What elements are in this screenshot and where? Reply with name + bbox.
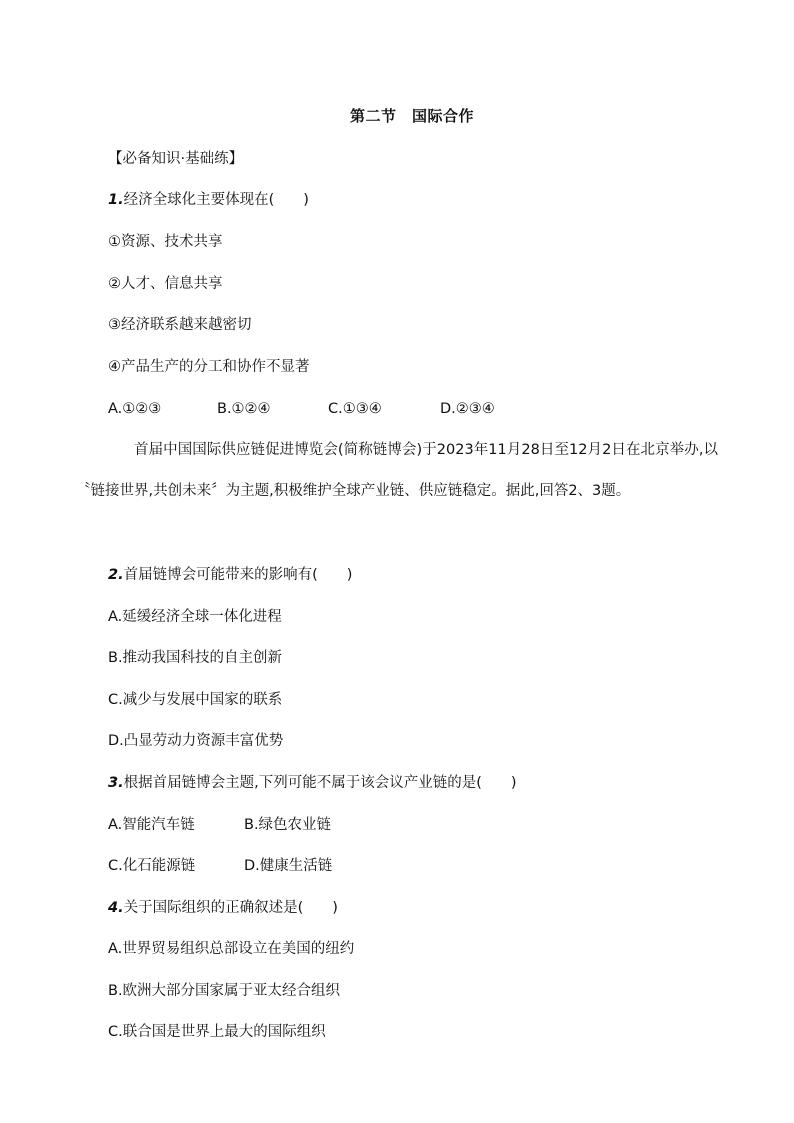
question-2-option-c: C.减少与发展中国家的联系 — [108, 692, 283, 708]
question-4-option-b: B.欧洲大部分国家属于亚太经合组织 — [108, 983, 341, 999]
question-4-option-a: A.世界贸易组织总部设立在美国的纽约 — [108, 941, 355, 957]
page-title: 第二节 国际合作 — [349, 107, 474, 125]
question-2-option-b: B.推动我国科技的自主创新 — [108, 650, 283, 666]
question-number: 2. — [108, 567, 124, 583]
passage-text: 首届中国国际供应链促进博览会(简称链博会)于2023年11月28日至12月2日在北京举办,以〝链接世界,共创未来〞为主题,积极维护全球产业链、供应链稳定。据此,回答2、3题。 — [76, 442, 718, 499]
question-3-stem — [108, 773, 517, 793]
question-1-stem — [108, 190, 309, 210]
question-2-stem — [108, 565, 352, 585]
question-text: 关于国际组织的正确叙述是( ) — [123, 900, 338, 916]
option-b: B.①②④ — [217, 401, 271, 417]
question-text: 首届链博会可能带来的影响有( ) — [123, 567, 353, 583]
question-1-item-1: ①资源、技术共享 — [108, 234, 223, 250]
question-number: 1. — [108, 192, 124, 208]
option-c: C.化石能源链 — [108, 858, 196, 874]
section-label: 【必备知识·基础练】 — [108, 151, 244, 167]
question-4-option-c: C.联合国是世界上最大的国际组织 — [108, 1024, 326, 1040]
option-d: D.②③④ — [440, 401, 495, 417]
option-c: C.①③④ — [328, 401, 382, 417]
question-1-item-3: ③经济联系越来越密切 — [108, 317, 252, 333]
reading-passage — [76, 430, 718, 512]
question-4-stem — [108, 898, 338, 918]
question-1-item-4: ④产品生产的分工和协作不显著 — [108, 359, 310, 375]
question-text: 根据首届链博会主题,下列可能不属于该会议产业链的是( ) — [123, 775, 517, 791]
question-2-option-a: A.延缓经济全球一体化进程 — [108, 609, 282, 625]
option-b: B.绿色农业链 — [244, 817, 332, 833]
question-number: 3. — [108, 775, 124, 791]
question-number: 4. — [108, 900, 124, 916]
question-2-option-d: D.凸显劳动力资源丰富优势 — [108, 733, 284, 749]
question-text: 经济全球化主要体现在( ) — [123, 192, 309, 208]
option-a: A.①②③ — [108, 401, 162, 417]
option-d: D.健康生活链 — [244, 858, 333, 874]
option-a: A.智能汽车链 — [108, 817, 195, 833]
question-1-item-2: ②人才、信息共享 — [108, 276, 223, 292]
